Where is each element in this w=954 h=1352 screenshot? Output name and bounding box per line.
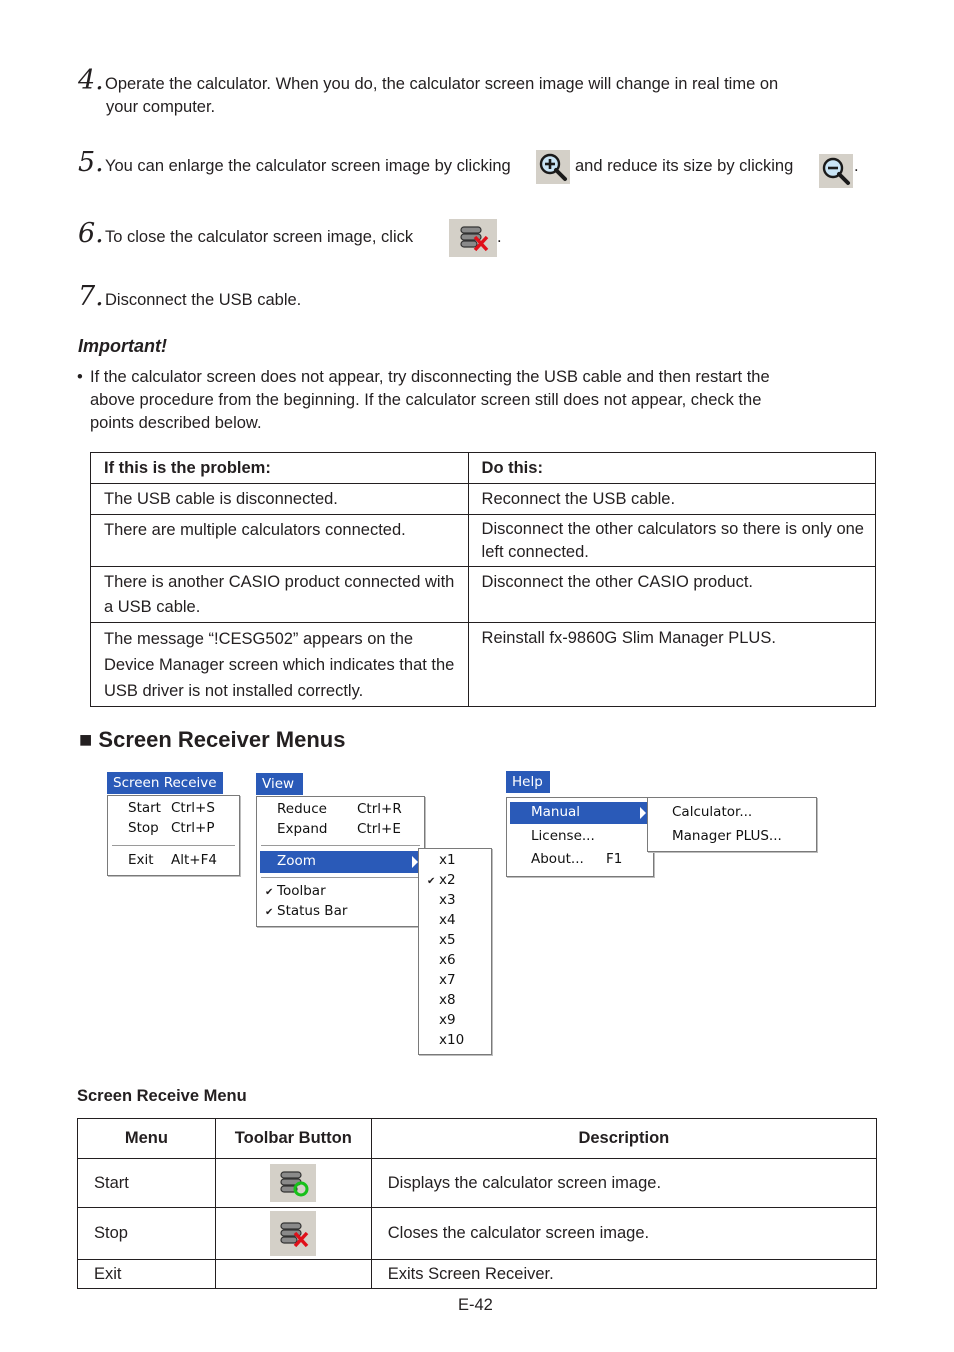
menu-help[interactable]: Help xyxy=(506,771,550,793)
description-cell: Displays the calculator screen image. xyxy=(371,1159,876,1208)
help-dropdown xyxy=(506,797,654,877)
page-number: E-42 xyxy=(458,1296,493,1314)
zoom-option-x8[interactable]: x8 xyxy=(439,992,456,1008)
bullet-mark: • xyxy=(77,368,83,386)
step-4-text-line1: Operate the calculator. When you do, the calculator screen image will change in real time on xyxy=(105,75,779,93)
problem-cell: There are multiple calculators connected. xyxy=(91,515,469,567)
menu-item-about[interactable]: About... xyxy=(531,851,584,867)
description-cell: Closes the calculator screen image. xyxy=(371,1208,876,1260)
problem-cell: The message “!CESG502” appears on the Device Manager screen which indicates that the USB driver is not installed correctly. xyxy=(91,623,469,707)
header-menu: Menu xyxy=(78,1119,216,1159)
table-row xyxy=(91,515,876,567)
action-cell: Reconnect the USB cable. xyxy=(468,484,875,515)
submenu-arrow-icon xyxy=(640,807,646,819)
menu-item-stop[interactable]: Stop xyxy=(128,820,159,836)
step-5-number: 5. xyxy=(78,147,104,178)
step-6-text-b: . xyxy=(497,228,502,246)
menu-separator xyxy=(112,845,235,846)
table-row xyxy=(91,623,876,707)
shortcut-stop: Ctrl+P xyxy=(171,820,215,836)
menu-item-zoom-label: Zoom xyxy=(277,853,316,869)
table-row xyxy=(91,567,876,623)
header-problem: If this is the problem: xyxy=(91,453,469,484)
zoom-option-x2[interactable]: x2 xyxy=(439,872,456,888)
shortcut-start: Ctrl+S xyxy=(171,800,215,816)
important-heading: Important! xyxy=(78,336,167,356)
zoom-option-x6[interactable]: x6 xyxy=(439,952,456,968)
important-line-3: points described below. xyxy=(90,414,262,432)
zoom-option-x1[interactable]: x1 xyxy=(439,852,456,868)
action-cell: Disconnect the other calculators so there is only one left connected. xyxy=(468,515,875,567)
check-icon: ✔ xyxy=(265,887,274,898)
menu-item-calculator[interactable]: Calculator... xyxy=(672,804,753,820)
menu-item-expand[interactable]: Expand xyxy=(277,821,328,837)
toolbar-button-cell xyxy=(215,1260,371,1289)
zoom-option-x4[interactable]: x4 xyxy=(439,912,456,928)
menu-item-toolbar[interactable]: Toolbar xyxy=(277,883,326,899)
important-line-1: If the calculator screen does not appear, try disconnecting the USB cable and then restart the xyxy=(90,368,770,386)
start-capture-icon[interactable] xyxy=(270,1164,316,1202)
table-row xyxy=(78,1208,877,1260)
section-marker: ■ xyxy=(79,727,93,752)
menu-separator xyxy=(261,877,420,878)
stop-capture-icon[interactable] xyxy=(449,219,497,257)
section-title: Screen Receiver Menus xyxy=(98,727,346,752)
step-7-text: Disconnect the USB cable. xyxy=(105,291,302,309)
zoom-option-x10[interactable]: x10 xyxy=(439,1032,465,1048)
header-toolbar-button: Toolbar Button xyxy=(215,1119,371,1159)
important-line-2: above procedure from the beginning. If the calculator screen still does not appear, check the xyxy=(90,391,762,409)
table-row xyxy=(78,1159,877,1208)
description-cell: Exits Screen Receiver. xyxy=(371,1260,876,1289)
menu-screen-receive[interactable]: Screen Receive xyxy=(107,772,223,794)
check-icon: ✔ xyxy=(427,876,436,887)
menu-cell: Exit xyxy=(78,1260,216,1289)
table-row xyxy=(78,1260,877,1289)
step-4-text-line2: your computer. xyxy=(106,98,216,116)
step-5-text-a: You can enlarge the calculator screen image by clicking xyxy=(105,157,511,175)
shortcut-about: F1 xyxy=(606,851,623,867)
menu-item-manager-plus[interactable]: Manager PLUS... xyxy=(672,828,782,844)
header-action: Do this: xyxy=(468,453,875,484)
menu-separator xyxy=(261,845,420,846)
stop-capture-icon[interactable] xyxy=(270,1211,316,1256)
menu-item-license[interactable]: License... xyxy=(531,828,595,844)
action-cell: Reinstall fx-9860G Slim Manager PLUS. xyxy=(468,623,875,707)
zoom-out-icon[interactable] xyxy=(819,154,853,188)
screen-receive-dropdown xyxy=(107,795,240,876)
shortcut-exit: Alt+F4 xyxy=(171,852,217,868)
menu-cell: Stop xyxy=(78,1208,216,1260)
step-6-number: 6. xyxy=(78,218,104,249)
menu-item-reduce[interactable]: Reduce xyxy=(277,801,327,817)
zoom-option-x3[interactable]: x3 xyxy=(439,892,456,908)
menu-item-zoom[interactable] xyxy=(260,851,421,873)
manual-submenu xyxy=(647,797,817,852)
shortcut-expand: Ctrl+E xyxy=(357,821,401,837)
menu-item-manual-label: Manual xyxy=(531,804,581,820)
step-5-text-b: and reduce its size by clicking xyxy=(575,157,794,175)
view-dropdown xyxy=(256,796,425,927)
section-heading xyxy=(79,727,345,753)
table-header-row xyxy=(78,1119,877,1159)
zoom-option-x5[interactable]: x5 xyxy=(439,932,456,948)
step-4-number: 4. xyxy=(78,65,104,96)
toolbar-button-cell xyxy=(215,1208,371,1260)
step-7-number: 7. xyxy=(78,281,104,312)
toolbar-button-cell xyxy=(215,1159,371,1208)
problem-cell: There is another CASIO product connected with a USB cable. xyxy=(91,567,469,623)
zoom-in-icon[interactable] xyxy=(536,150,570,184)
menu-item-exit[interactable]: Exit xyxy=(128,852,154,868)
step-5-text-c: . xyxy=(854,157,859,175)
header-description: Description xyxy=(371,1119,876,1159)
zoom-submenu xyxy=(418,848,492,1055)
table-header-row xyxy=(91,453,876,484)
table-row xyxy=(91,484,876,515)
menu-item-start[interactable]: Start xyxy=(128,800,161,816)
zoom-option-x9[interactable]: x9 xyxy=(439,1012,456,1028)
menu-cell: Start xyxy=(78,1159,216,1208)
check-icon: ✔ xyxy=(265,907,274,918)
menu-item-manual[interactable] xyxy=(510,802,649,824)
menu-view[interactable]: View xyxy=(256,773,303,795)
troubleshooting-table xyxy=(90,452,876,707)
zoom-option-x7[interactable]: x7 xyxy=(439,972,456,988)
action-cell: Disconnect the other CASIO product. xyxy=(468,567,875,623)
screen-receive-menu-table xyxy=(77,1118,877,1289)
menu-item-status-bar[interactable]: Status Bar xyxy=(277,903,348,919)
shortcut-reduce: Ctrl+R xyxy=(357,801,402,817)
problem-cell: The USB cable is disconnected. xyxy=(91,484,469,515)
screen-receive-menu-caption: Screen Receive Menu xyxy=(77,1087,247,1105)
step-6-text-a: To close the calculator screen image, click xyxy=(105,228,414,246)
